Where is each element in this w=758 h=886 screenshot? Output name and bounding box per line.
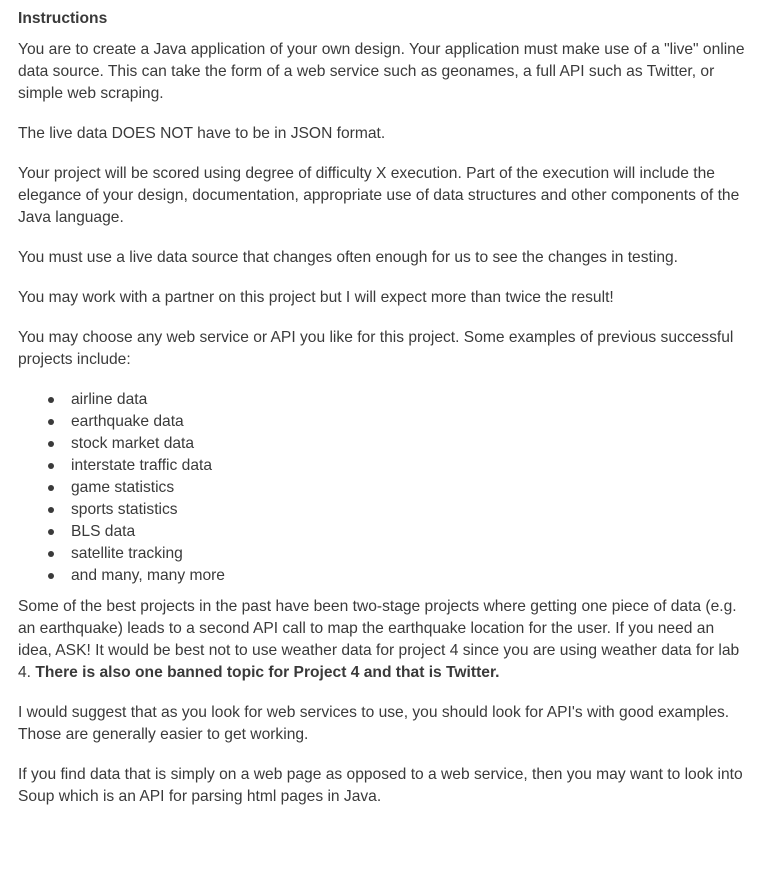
list-item: sports statistics — [71, 499, 746, 521]
banned-topic-note: There is also one banned topic for Project 4 and that is Twitter. — [35, 664, 500, 681]
list-item: BLS data — [71, 521, 746, 543]
paragraph-partner: You may work with a partner on this project but I will expect more than twice the result! — [18, 289, 614, 306]
paragraph-json-note: The live data DOES NOT have to be in JSON format. — [18, 125, 386, 142]
list-item: satellite tracking — [71, 543, 746, 565]
paragraph-suggestion: I would suggest that as you look for web services to use, you should look for API's with good examples. Those are generally easier to get working. — [18, 704, 730, 743]
list-item: game statistics — [71, 477, 746, 499]
heading-instructions: Instructions — [18, 10, 108, 27]
list-item: interstate traffic data — [71, 455, 746, 477]
paragraph-live-data: You must use a live data source that changes often enough for us to see the changes in testing. — [18, 249, 679, 266]
paragraph-two-stage — [18, 596, 746, 684]
paragraph-overview: You are to create a Java application of your own design. Your application must make use of a "live" online data source. This can take the form of a web service such as geonames, a full API such as Twitter, or simple web scraping. — [18, 41, 745, 102]
examples-list — [18, 389, 746, 587]
paragraph-examples-intro: You may choose any web service or API you like for this project. Some examples of previous successful projects include: — [18, 329, 734, 368]
list-item: airline data — [71, 389, 746, 411]
paragraph-soup: If you find data that is simply on a web page as opposed to a web service, then you may want to look into Soup which is an API for parsing html pages in Java. — [18, 766, 743, 805]
paragraph-two-stage-text: Some of the best projects in the past have been two-stage projects where getting one piece of data (e.g. an earthquake) leads to a second API call to map the earthquake location for the user. If you need an idea, ASK! It would be best not to use weather data for project 4 since you are using weather data for lab 4. — [18, 598, 740, 681]
list-item: and many, many more — [71, 565, 746, 587]
list-item: stock market data — [71, 433, 746, 455]
list-item: earthquake data — [71, 411, 746, 433]
paragraph-scoring: Your project will be scored using degree of difficulty X execution. Part of the execution will include the elegance of your design, documentation, appropriate use of data structures and other components of the Java language. — [18, 165, 740, 226]
